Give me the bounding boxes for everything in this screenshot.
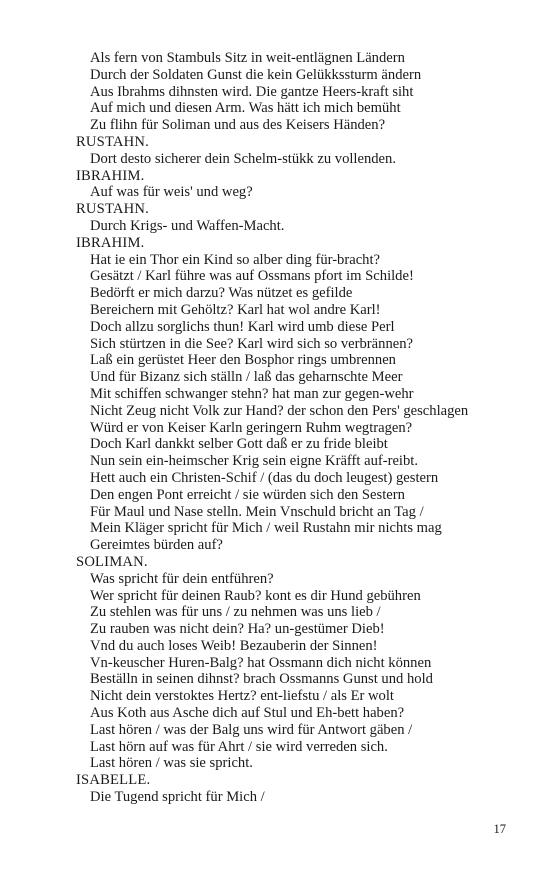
verse-line: Mein Kläger spricht für Mich / weil Rustahn mir nichts mag: [90, 520, 442, 537]
speaker-name: ISABELLE.: [76, 772, 151, 789]
verse-line: Hett auch ein Christen-Schif / (das du doch leugest) gestern: [90, 469, 439, 486]
verse-line: Vnd du auch loses Weib! Bezauberin der Sinnen!: [90, 637, 378, 654]
verse-line: Durch der Soldaten Gunst die kein Gelükkssturm ändern: [90, 66, 422, 83]
verse-line: Bedörft er mich darzu? Was nützet es gefilde: [90, 285, 353, 302]
verse-line: Mit schiffen schwanger stehn? hat man zur gegen-wehr: [90, 385, 414, 402]
verse-line: Laß ein gerüstet Heer den Bosphor rings umbrennen: [90, 352, 396, 369]
verse-line: Auf was für weis' und weg?: [90, 184, 253, 201]
verse-line: Als fern von Stambuls Sitz in weit-entlägnen Ländern: [90, 50, 405, 66]
verse-line: Zu flihn für Soliman und aus des Keisers Händen?: [90, 117, 386, 134]
verse-line: Last hören / was der Balg uns wird für Antwort gäben /: [90, 721, 413, 738]
verse-line: Hat ie ein Thor ein Kind so alber ding für-bracht?: [90, 251, 381, 268]
verse-line: Beställn in seinen dihnst? brach Ossmanns Gunst und hold: [90, 671, 433, 688]
verse-line: Und für Bizanz sich ställn / laß das geharnschte Meer: [90, 369, 403, 386]
verse-line: Sich stürtzen in die See? Karl wird sich so verbrännen?: [90, 335, 413, 352]
verse-line: Nun sein ein-heimscher Krig sein eigne Kräfft auf-reibt.: [90, 453, 418, 470]
speaker-name: IBRAHIM.: [76, 234, 145, 251]
verse-line: Doch Karl dankkt selber Gott daß er zu fride bleibt: [90, 436, 388, 453]
verse-line: Für Maul und Nase stelln. Mein Vnschuld bricht an Tag /: [90, 503, 424, 520]
speaker-name: RUSTAHN.: [76, 133, 150, 150]
verse-line: Bereichern mit Gehöltz? Karl hat wol andre Karl!: [90, 301, 381, 318]
verse-line: Dort desto sicherer dein Schelm-stükk zu vollenden.: [90, 150, 396, 167]
verse-line: Wer spricht für deinen Raub? kont es dir Hund gebühren: [90, 587, 421, 604]
verse-line: Last hörn auf was für Ahrt / sie wird verreden sich.: [90, 738, 388, 755]
verse-line: Aus Ibrahms dihnsten wird. Die gantze Heers-kraft siht: [90, 83, 414, 100]
verse-line: Den engen Pont erreicht / sie würden sich den Sestern: [90, 486, 405, 503]
page-number: 17: [493, 822, 506, 836]
drama-text: [76, 50, 536, 806]
verse-line: Nicht dein verstoktes Hertz? ent-liefstu / als Er wolt: [90, 688, 394, 705]
verse-line: Zu stehlen was für uns / zu nehmen was uns lieb /: [90, 604, 381, 621]
verse-line: Durch Krigs- und Waffen-Macht.: [90, 217, 285, 234]
verse-line: Vn-keuscher Huren-Balg? hat Ossmann dich nicht können: [90, 654, 432, 671]
verse-line: Aus Koth aus Asche dich auf Stul und Eh-bett haben?: [90, 705, 405, 722]
verse-line: Last hören / was sie spricht.: [90, 755, 253, 772]
verse-line: Doch allzu sorglichs thun! Karl wird umb diese Perl: [90, 318, 395, 335]
verse-line: Auf mich und diesen Arm. Was hätt ich mich bemüht: [90, 100, 401, 117]
verse-line: Zu rauben was nicht dein? Ha? un-gestümer Dieb!: [90, 621, 385, 638]
speaker-name: RUSTAHN.: [76, 201, 150, 218]
verse-line: Würd er von Keiser Karln geringern Ruhm wegtragen?: [90, 419, 413, 436]
speaker-name: IBRAHIM.: [76, 167, 145, 184]
verse-line: Die Tugend spricht für Mich /: [90, 789, 265, 806]
speaker-name: SOLIMAN.: [76, 553, 148, 570]
verse-line: Gereimtes bürden auf?: [90, 537, 223, 554]
verse-line: Nicht Zeug nicht Volk zur Hand? der schon den Pers' geschlagen: [90, 402, 469, 419]
verse-line: Was spricht für dein entführen?: [90, 570, 274, 587]
verse-line: Gesätzt / Karl führe was auf Ossmans pfort im Schilde!: [90, 268, 414, 285]
